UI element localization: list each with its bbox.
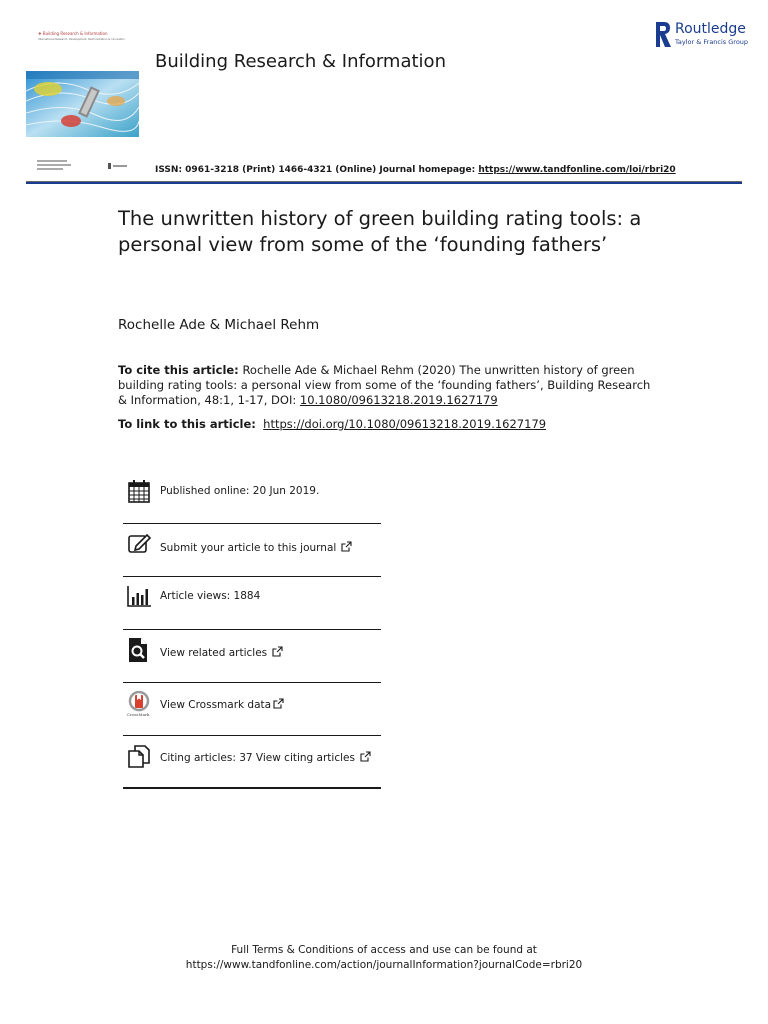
mini-journal-logo: ❖ Building Research & Information International Research, Development, Demonstration & Innovation [38, 31, 125, 41]
article-views-row [123, 584, 381, 610]
tiny-print-block [37, 160, 73, 170]
journal-homepage-link[interactable]: https://www.tandfonline.com/loi/rbri20 [478, 165, 676, 175]
article-doi-url-link[interactable]: https://doi.org/10.1080/09613218.2019.1627179 [263, 417, 547, 431]
issn-text: ISSN: 0961-3218 (Print) 1466-4321 (Online) Journal homepage: [155, 165, 479, 175]
citing-articles-link[interactable] [160, 751, 371, 764]
related-articles-link[interactable] [160, 646, 283, 659]
tiny-routledge-icon [108, 163, 128, 170]
doi-link[interactable]: 10.1080/09613218.2019.1627179 [299, 393, 498, 407]
article-link-line [118, 417, 546, 431]
published-row [123, 479, 381, 505]
external-link-icon [272, 646, 283, 657]
article-authors: Rochelle Ade & Michael Rehm [118, 317, 320, 333]
issn-line [155, 165, 676, 175]
related-articles-row[interactable] [123, 638, 381, 664]
related-articles-label: View related articles [160, 647, 268, 659]
cite-text: Rochelle Ade & Michael Rehm (2020) The unwritten history of green building rating tools: a personal view from some of the ‘founding fathers’, Building Research & Information, 48:1, 1-17, DOI: [118, 363, 651, 407]
cover-airflow-illustration [26, 71, 139, 137]
external-link-icon [341, 541, 352, 552]
article-views-count: Article views: 1884 [160, 590, 261, 602]
meta-divider [123, 682, 381, 683]
journal-cover-image [26, 71, 139, 137]
bar-chart-icon [127, 584, 151, 608]
citing-articles-row[interactable] [123, 744, 381, 770]
meta-divider [123, 735, 381, 736]
cite-label: To cite this article: [118, 363, 239, 377]
crossmark-logo-text: CrossMark [127, 712, 150, 717]
journal-title: Building Research & Information [155, 51, 446, 72]
external-link-icon [273, 698, 284, 709]
citation-block [118, 363, 658, 408]
external-link-icon [360, 751, 371, 762]
publisher-name: Routledge [675, 21, 746, 37]
crossmark-label: View Crossmark data [160, 699, 272, 711]
crossmark-row[interactable] [123, 691, 381, 719]
copy-documents-icon [127, 744, 151, 768]
terms-line: Full Terms & Conditions of access and use can be found at [231, 944, 537, 956]
search-document-icon [127, 638, 151, 662]
meta-divider [123, 629, 381, 630]
edit-icon [127, 532, 151, 556]
article-title: The unwritten history of green building rating tools: a personal view from some of the ‘founding fathers’ [118, 207, 642, 256]
citing-articles-label: Citing articles: 37 View citing articles [160, 752, 355, 764]
submit-article-label: Submit your article to this journal [160, 542, 337, 554]
submit-article-link[interactable] [160, 541, 352, 554]
mini-journal-name: Building Research & Information [42, 31, 108, 36]
publisher-subtitle: Taylor & Francis Group [675, 38, 749, 46]
calendar-icon [127, 479, 151, 503]
meta-divider [123, 523, 381, 524]
header-divider-blue [26, 182, 742, 184]
mini-journal-subtitle: International Research, Development, Demonstration & Innovation [38, 38, 125, 41]
crossmark-link[interactable] [160, 698, 284, 711]
routledge-r-icon [654, 21, 672, 48]
link-label: To link to this article: [118, 417, 256, 431]
meta-divider [123, 576, 381, 577]
terms-url[interactable]: https://www.tandfonline.com/action/journalInformation?journalCode=rbri20 [185, 959, 583, 971]
meta-divider-bottom [123, 787, 381, 789]
terms-footer [0, 943, 768, 973]
submit-article-row[interactable] [123, 532, 381, 558]
published-date: Published online: 20 Jun 2019. [160, 485, 320, 497]
